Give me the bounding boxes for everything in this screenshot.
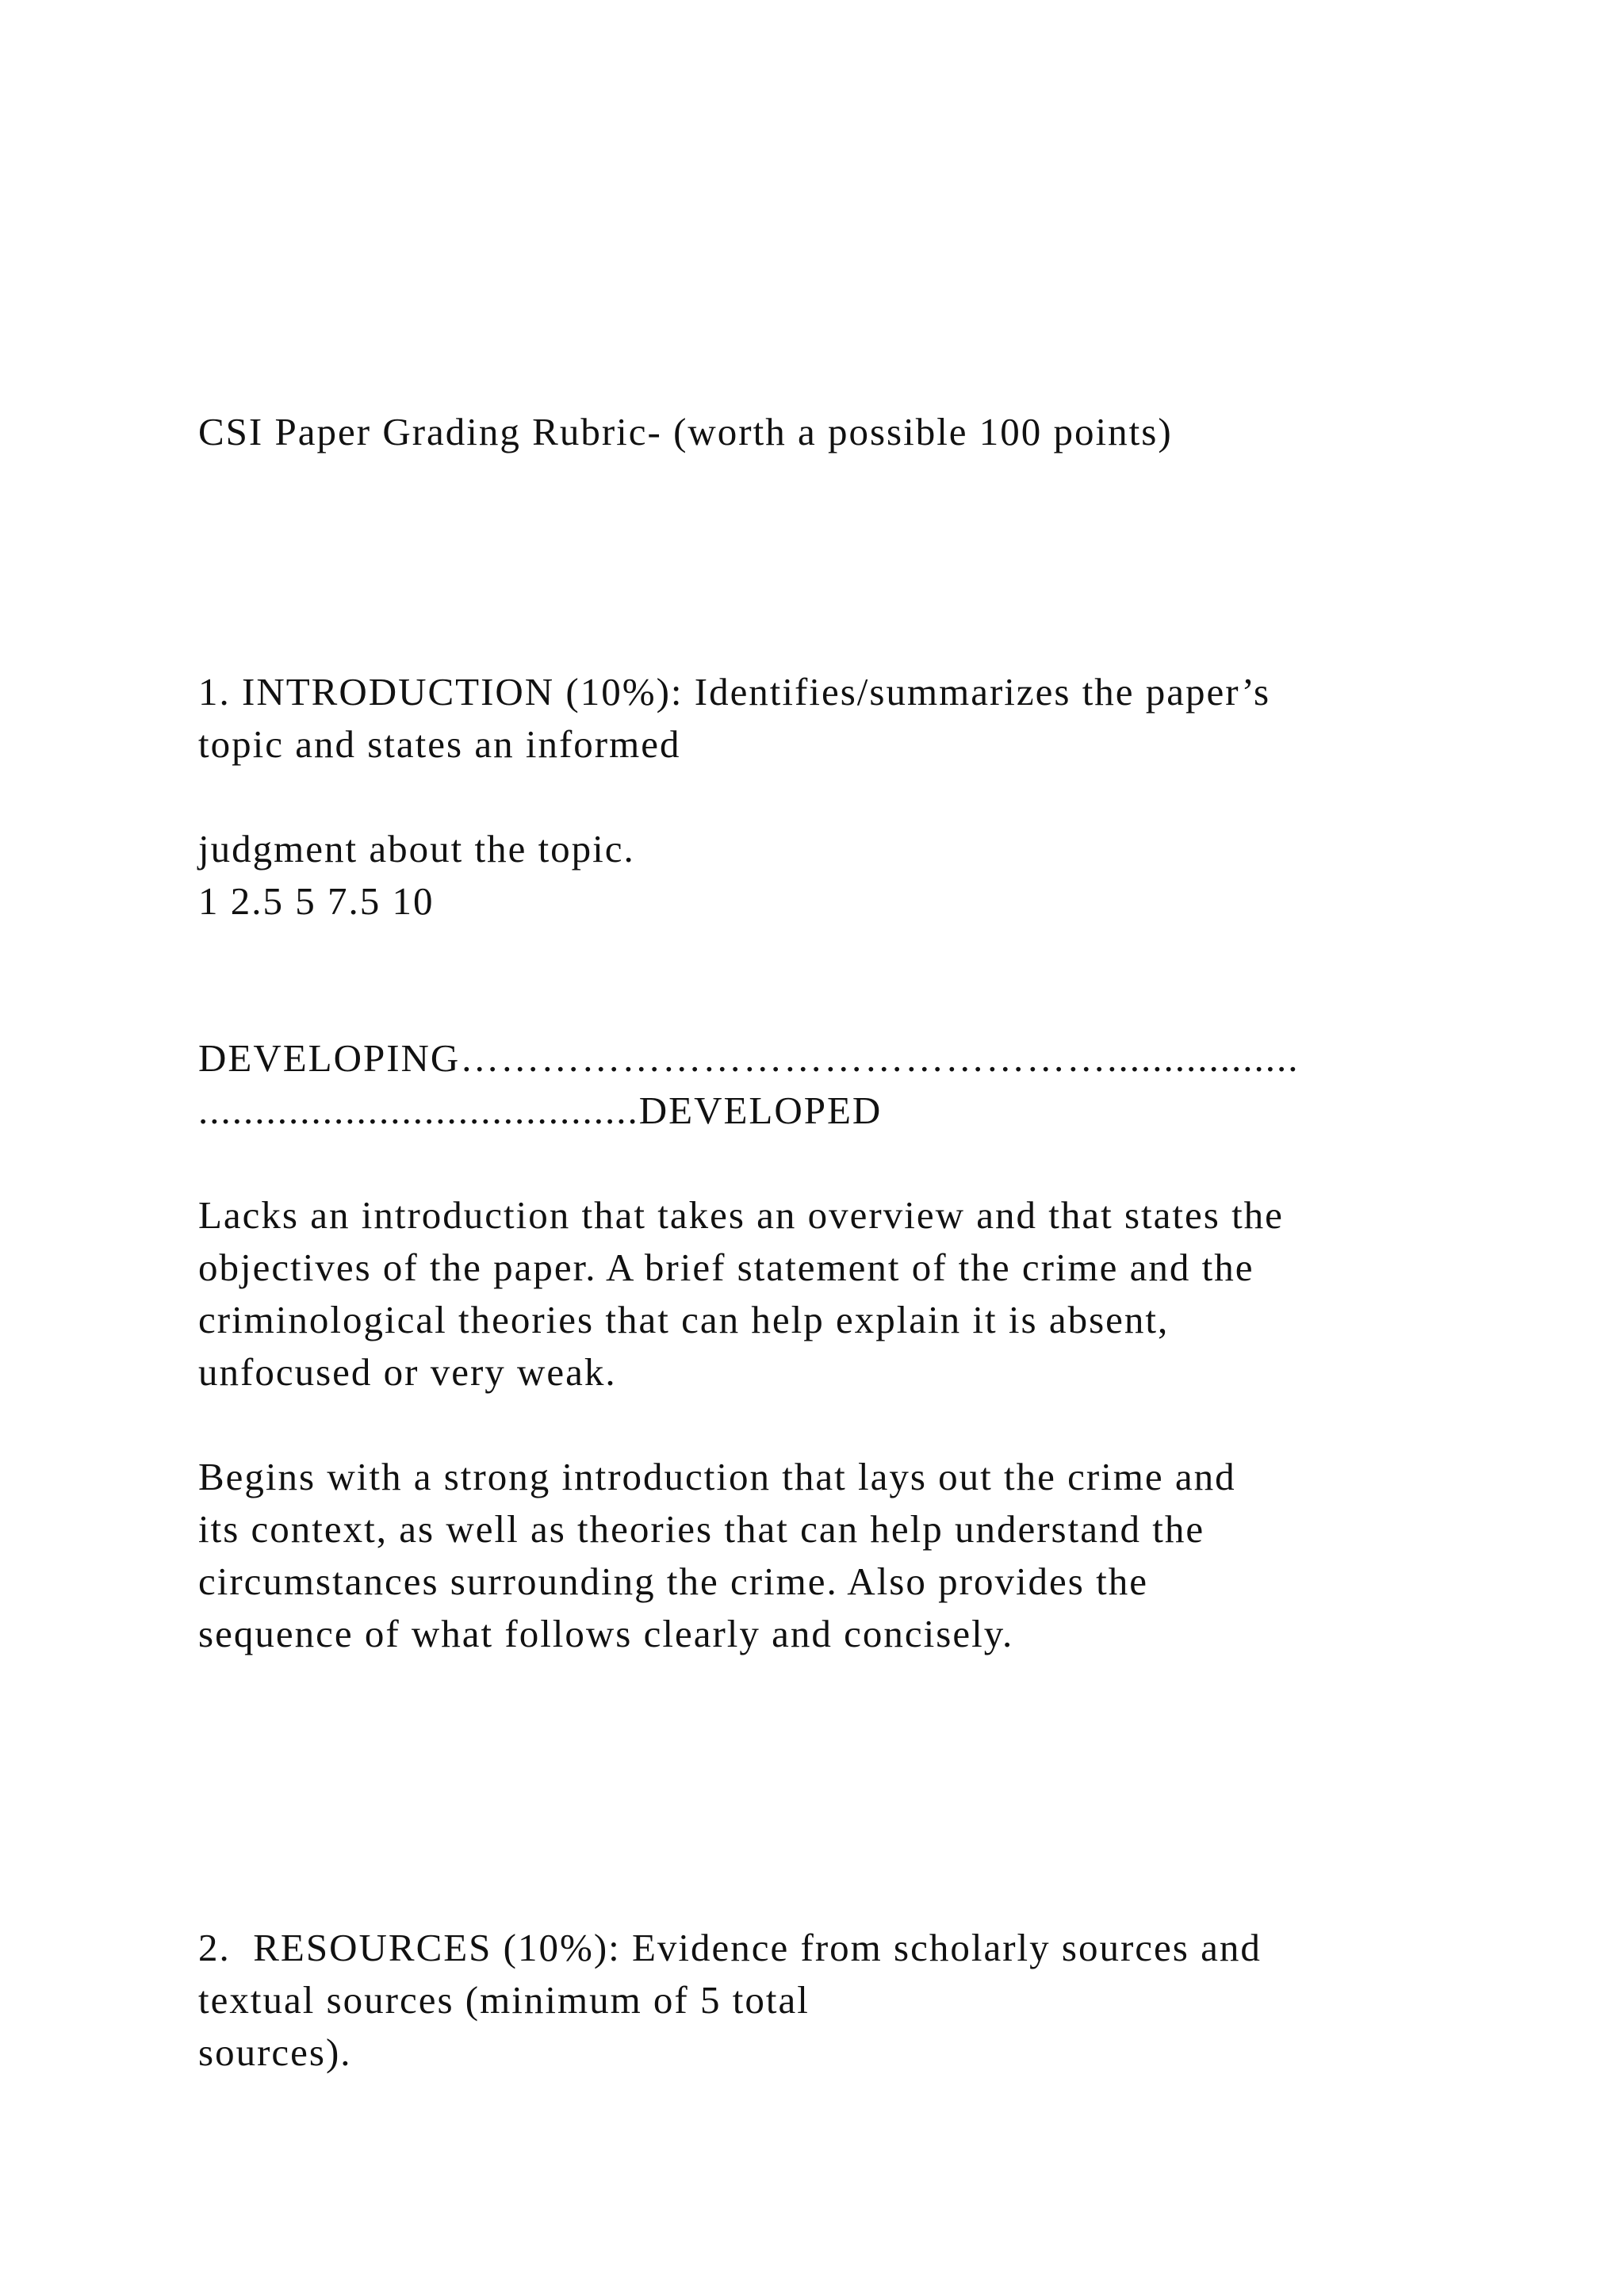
developed-desc-line: circumstances surrounding the crime. Also provides the (198, 1559, 1148, 1603)
developed-desc-line: Begins with a strong introduction that lays out the crime and (198, 1455, 1236, 1498)
developing-desc-line: criminological theories that can help explain it is absent, (198, 1298, 1170, 1341)
developed-desc-line: sequence of what follows clearly and concisely. (198, 1612, 1014, 1655)
section1-heading-line2: topic and states an informed (198, 722, 681, 766)
section1-score-scale: 1 2.5 5 7.5 10 (198, 879, 435, 923)
developing-desc-line: unfocused or very weak. (198, 1350, 617, 1394)
developed-label-line: .......................................DEVELOPED (198, 1089, 883, 1132)
developing-desc-line: Lacks an introduction that takes an overview and that states the (198, 1193, 1284, 1237)
section1-heading-line1: 1. INTRODUCTION (10%): Identifies/summarizes the paper’s (198, 670, 1271, 714)
section2-heading-line2: textual sources (minimum of 5 total (198, 1978, 810, 2022)
section1-heading-line3: judgment about the topic. (198, 827, 635, 871)
developing-desc-line: objectives of the paper. A brief statement of the crime and the (198, 1246, 1254, 1289)
developing-label-line: DEVELOPING…………………………………………................. (198, 1036, 1300, 1080)
document-title: CSI Paper Grading Rubric- (worth a possible 100 points) (198, 410, 1173, 453)
section2-heading-line3: sources). (198, 2030, 352, 2074)
section2-heading-line1: 2. RESOURCES (10%): Evidence from scholarly sources and (198, 1926, 1262, 1969)
developed-desc-line: its context, as well as theories that can help understand the (198, 1507, 1205, 1551)
